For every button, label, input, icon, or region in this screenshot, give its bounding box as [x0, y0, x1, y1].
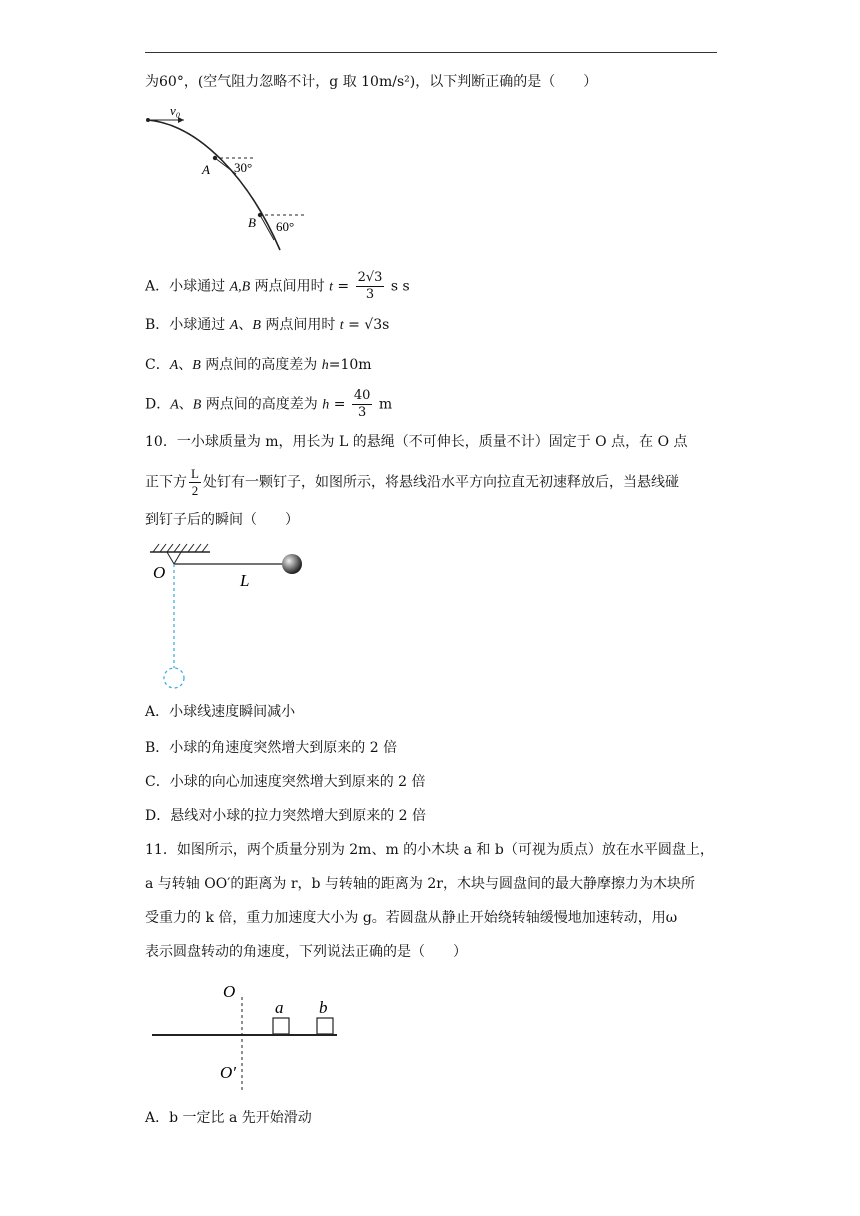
fraction: $\frac{L}{2}$: [191, 466, 199, 498]
q9-option-a[interactable]: A．小球通过 A,B 两点间用时 t = $\frac{2√3}{3}$ s s: [145, 270, 410, 302]
q11-line-1: 11．如图所示，两个质量分别为 2m、m 的小木块 a 和 b（可视为质点）放在水平圆盘上，: [145, 842, 714, 858]
q10-option-b[interactable]: B．小球的角速度突然增大到原来的 2 倍: [145, 740, 398, 756]
q11-line-3: 受重力的 k 倍，重力加速度大小为 g。若圆盘从静止开始绕转轴缓慢地加速转动，用ω: [145, 910, 678, 926]
svg-text:a: a: [275, 998, 284, 1017]
q9-option-b[interactable]: B．小球通过 A、B 两点间用时 t = √3s: [145, 317, 390, 333]
svg-text:B: B: [248, 215, 256, 230]
v0-label: v₀: [170, 103, 181, 118]
svg-text:A: A: [202, 162, 210, 177]
block-b: [317, 1018, 333, 1034]
q9-stem-tail: 为60°，(空气阻力忽略不计，g 取 10m/s²)，以下判断正确的是（ ）: [145, 74, 598, 90]
q10-line-3: 到钉子后的瞬间（ ）: [145, 512, 299, 528]
q10-pendulum-figure: [145, 540, 315, 690]
q11-line-4: 表示圆盘转动的角速度，下列说法正确的是（ ）: [145, 944, 467, 960]
svg-text:O: O: [223, 982, 236, 1001]
q10-option-a[interactable]: A．小球线速度瞬间减小: [145, 704, 296, 720]
q9-option-d[interactable]: D．A、B 两点间的高度差为 h = $\frac{40}{3}$ m: [145, 388, 393, 420]
q9-option-c[interactable]: C．A、B 两点间的高度差为 h=10m: [145, 357, 372, 373]
svg-text:60°: 60°: [276, 219, 295, 234]
q10-line-1: 10．一小球质量为 m，用长为 L 的悬绳（不可伸长，质量不计）固定于 O 点，在 O 点: [145, 434, 688, 450]
block-a: [273, 1018, 289, 1034]
fraction: $\frac{2√3}{3}$: [357, 270, 383, 302]
svg-text:O: O: [153, 563, 166, 582]
svg-text:O′: O′: [220, 1063, 236, 1082]
svg-text:b: b: [319, 998, 328, 1017]
ball-icon: [282, 554, 302, 574]
q9-trajectory-figure: [140, 100, 320, 260]
q11-option-a[interactable]: A．b 一定比 a 先开始滑动: [145, 1110, 312, 1126]
svg-text:30°: 30°: [234, 160, 253, 175]
q11-line-2: a 与转轴 OO′的距离为 r，b 与转轴的距离为 2r，木块与圆盘间的最大静摩擦力为木块所: [145, 876, 695, 892]
q10-option-d[interactable]: D．悬线对小球的拉力突然增大到原来的 2 倍: [145, 808, 427, 824]
q11-disk-figure: [150, 975, 350, 1095]
fraction: $\frac{40}{3}$: [353, 388, 371, 420]
q10-option-c[interactable]: C．小球的向心加速度突然增大到原来的 2 倍: [145, 774, 426, 790]
q10-line-2: 正下方 $\frac{L}{2}$ 处钉有一颗钉子，如图所示，将悬线沿水平方向拉直无初速释放后，当悬线碰: [145, 466, 679, 498]
header-rule: [145, 52, 717, 53]
svg-text:L: L: [240, 571, 250, 590]
